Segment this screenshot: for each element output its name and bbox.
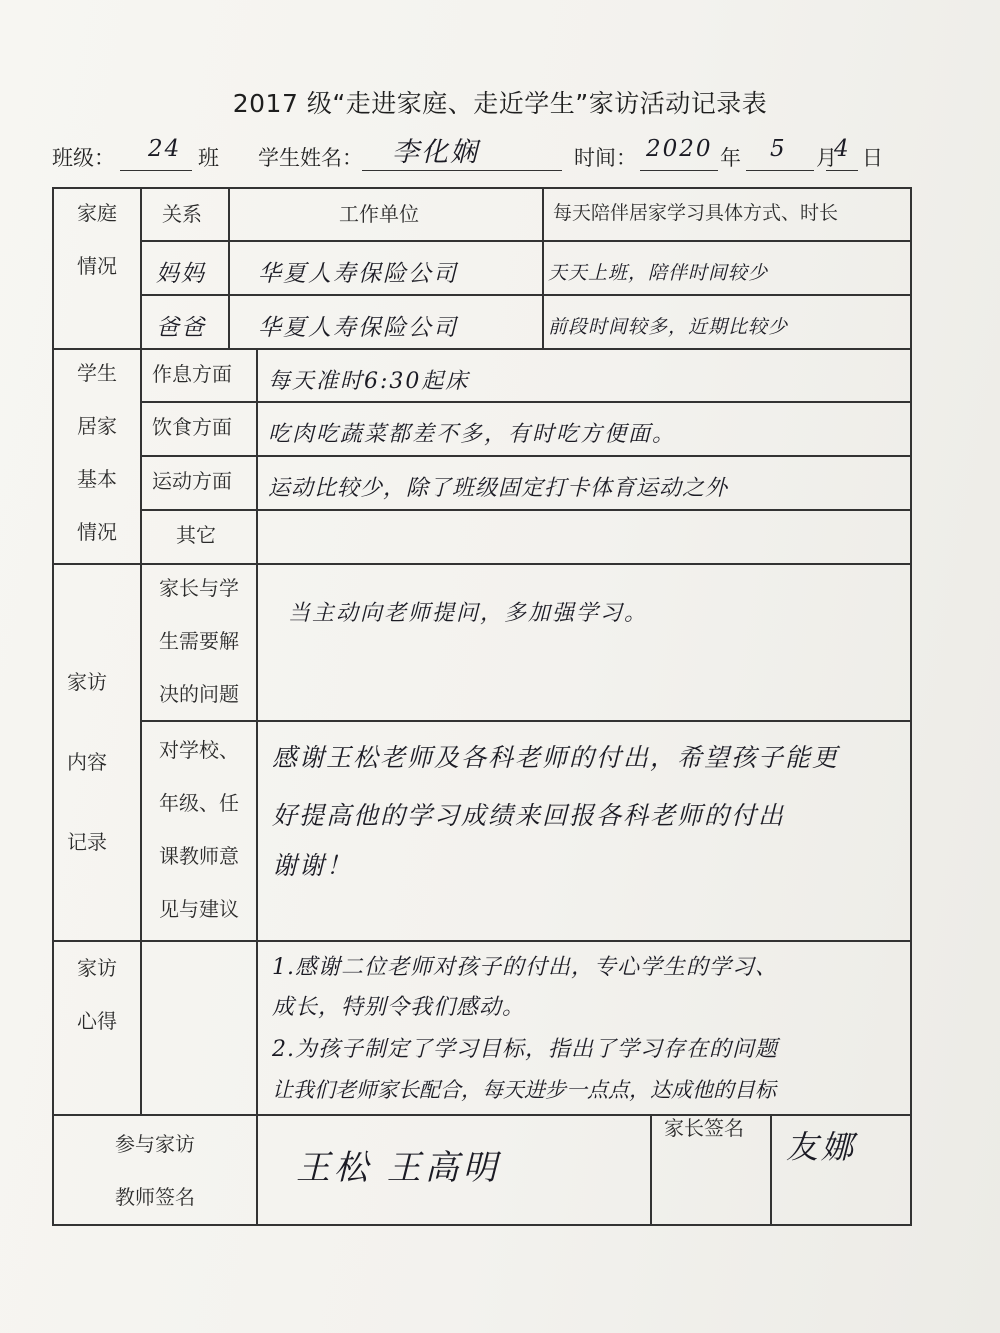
visit-section-label [56, 672, 118, 912]
diet-label: 饮食方面 [152, 415, 232, 439]
question-label-line: 家长与学 [159, 576, 239, 600]
insight-label-line: 心得 [77, 1009, 117, 1033]
relation-father: 爸爸 [156, 315, 206, 341]
suggestion-line: 好提高他的学习成绩来回报各科老师的付出 [272, 801, 786, 830]
home-section-label [56, 363, 138, 575]
year-value: 2020 [646, 136, 713, 162]
family-section-label [56, 203, 138, 309]
teacher-signature-label-line: 参与家访 [115, 1132, 195, 1156]
col-relation-header: 关系 [162, 202, 202, 226]
question-label-line: 决的问题 [159, 682, 239, 706]
insight-section-label [56, 958, 138, 1064]
suggestion-line: 谢谢！ [272, 851, 354, 880]
month-suffix: 月 [816, 146, 837, 170]
family-label-line: 情况 [77, 254, 117, 278]
company-father: 前段时间较多，近期比较少 [548, 316, 789, 338]
home-label-line: 基本 [77, 467, 117, 491]
teacher-signature: 王松 王高明 [296, 1148, 501, 1188]
year-underline [640, 170, 718, 171]
routine-label: 作息方面 [152, 362, 232, 386]
class-suffix: 班 [198, 146, 219, 170]
insight-label-line: 家访 [77, 956, 117, 980]
month-underline [746, 170, 814, 171]
insight-line: 1.感谢二位老师对孩子的付出，专心学生的学习、 [272, 955, 778, 980]
suggestion-label [144, 740, 254, 952]
day-suffix: 日 [862, 146, 883, 170]
suggestion-label-line: 课教师意 [159, 844, 239, 868]
routine-value: 每天准时6:30起床 [268, 369, 470, 394]
class-label: 班级： [52, 146, 115, 170]
student-name-value: 李化娴 [392, 137, 479, 168]
insight-line: 2.为孩子制定了学习目标，指出了学习存在的问题 [272, 1037, 778, 1062]
student-name-label: 学生姓名： [258, 146, 363, 170]
question-value: 当主动向老师提问，多加强学习。 [288, 601, 649, 626]
home-label-line: 学生 [77, 361, 117, 385]
col-workplace-header: 工作单位 [339, 202, 419, 226]
suggestion-line: 感谢王松老师及各科老师的付出，希望孩子能更 [272, 743, 840, 772]
class-value: 24 [148, 136, 182, 162]
time-label: 时间： [574, 146, 637, 170]
visit-label-line: 内容 [67, 750, 107, 774]
insight-line: 成长，特别令我们感动。 [272, 995, 526, 1020]
suggestion-label-line: 年级、任 [159, 791, 239, 815]
company-mother: 天天上班，陪伴时间较少 [548, 262, 769, 284]
home-label-line: 情况 [77, 520, 117, 544]
day-value: 4 [834, 136, 851, 162]
year-suffix: 年 [720, 146, 741, 170]
class-underline [120, 170, 192, 171]
visit-label-line: 家访 [67, 670, 107, 694]
month-value: 5 [770, 136, 787, 162]
workplace-father: 华夏人寿保险公司 [258, 315, 458, 341]
day-underline [826, 170, 858, 171]
teacher-signature-label [80, 1134, 230, 1240]
diet-value: 吃肉吃蔬菜都差不多，有时吃方便面。 [268, 422, 677, 447]
parent-signature-label: 家长签名 [664, 1116, 744, 1140]
workplace-mother: 华夏人寿保险公司 [258, 261, 458, 287]
col-company-header: 每天陪伴居家学习具体方式、时长 [553, 202, 839, 224]
exercise-value: 运动比较少，除了班级固定打卡体育运动之外 [268, 476, 729, 501]
question-label [144, 578, 254, 737]
page-title: 2017 级“走进家庭、走近学生”家访活动记录表 [232, 89, 768, 118]
home-label-line: 居家 [77, 414, 117, 438]
suggestion-label-line: 对学校、 [159, 738, 239, 762]
other-label: 其它 [176, 523, 216, 547]
question-label-line: 生需要解 [159, 629, 239, 653]
relation-mother: 妈妈 [156, 261, 206, 287]
family-label-line: 家庭 [77, 201, 117, 225]
exercise-label: 运动方面 [152, 469, 232, 493]
insight-line: 让我们老师家长配合，每天进步一点点，达成他的目标 [272, 1078, 776, 1102]
teacher-signature-label-line: 教师签名 [115, 1185, 195, 1209]
suggestion-label-line: 见与建议 [159, 897, 239, 921]
visit-label-line: 记录 [67, 830, 107, 854]
parent-signature: 友娜 [786, 1128, 857, 1166]
student-name-underline [362, 170, 562, 171]
